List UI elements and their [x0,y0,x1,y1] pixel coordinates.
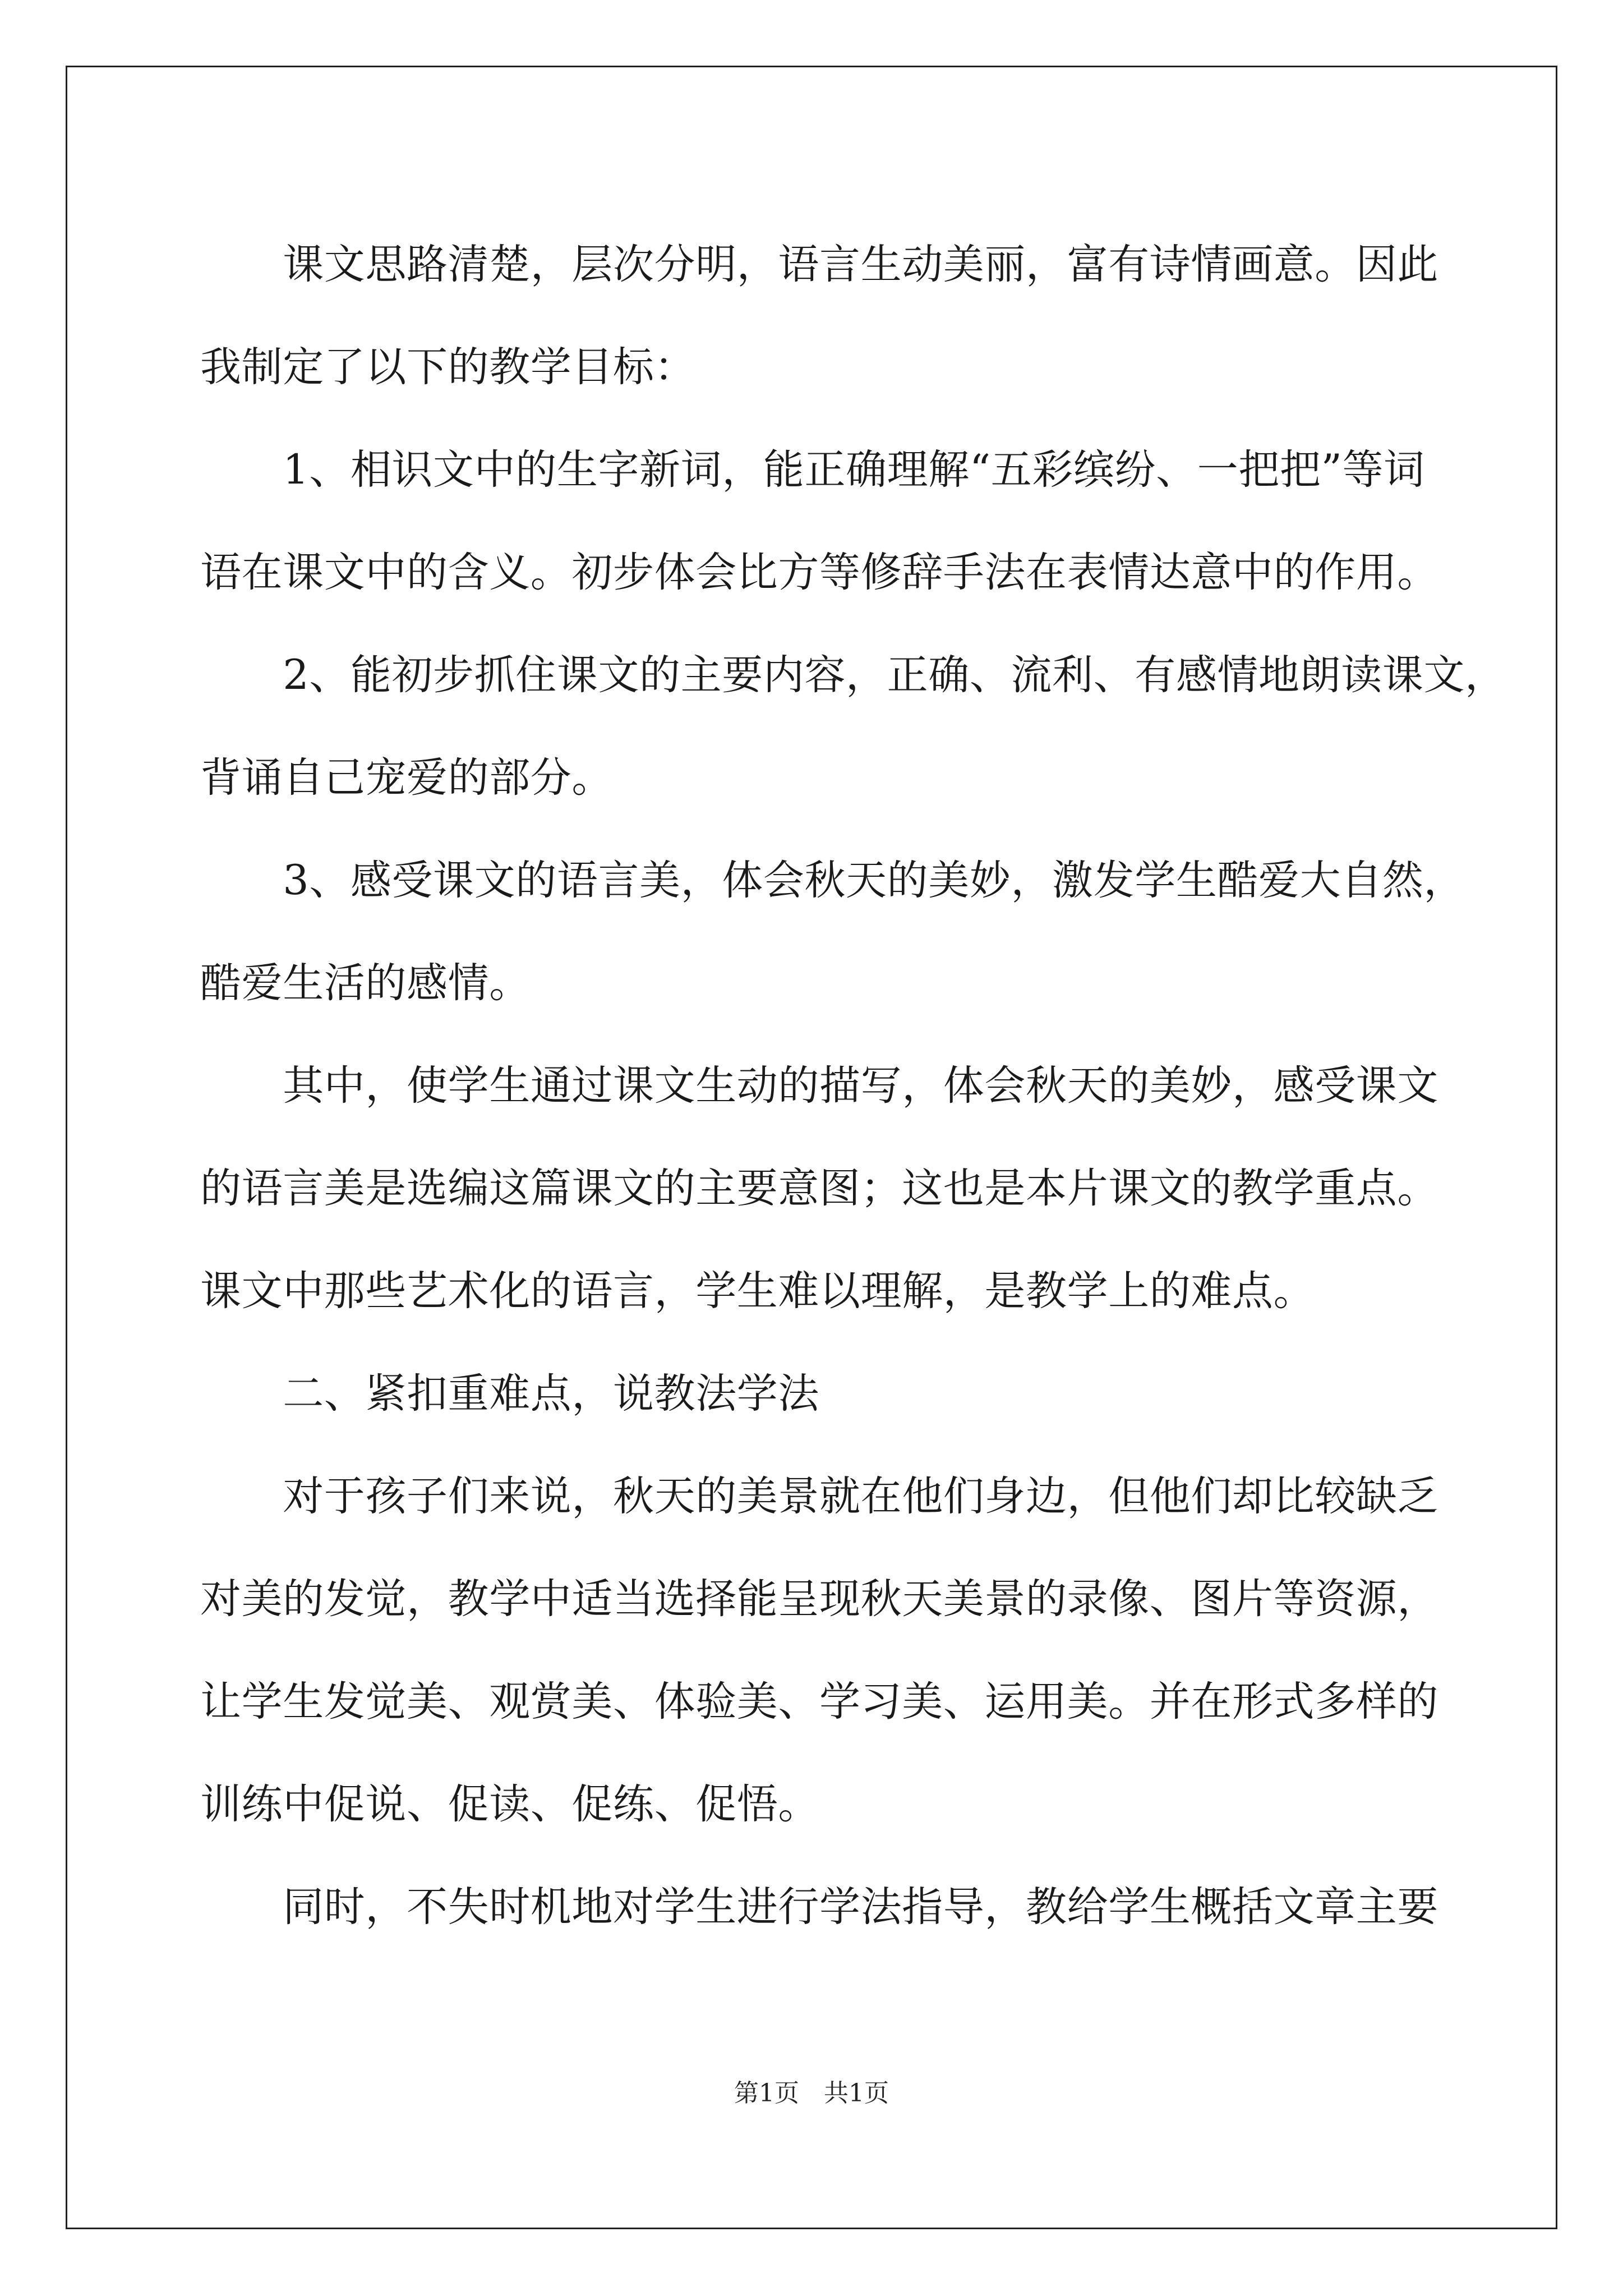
text-line-15: 让学生发觉美、观赏美、体验美、学习美、运用美。并在形式多样的 [200,1678,1438,1726]
text-line-2: 我制定了以下的教学目标： [200,343,696,391]
document-body [200,213,1506,1958]
text-line-11: 课文中那些艺术化的语言，学生难以理解，是教学上的难点。 [200,1267,1315,1315]
text-line-9: 其中，使学生通过课文生动的描写，体会秋天的美妙，感受课文 [200,1062,1438,1110]
page-number-footer: 第1页 共1页 [734,2079,889,2108]
text-line-6: 背诵自己宠爱的部分。 [200,754,613,802]
text-line-14: 对美的发觉，教学中适当选择能呈现秋天美景的录像、图片等资源， [200,1575,1438,1623]
text-line-13: 对于孩子们来说，秋天的美景就在他们身边，但他们却比较缺乏 [200,1473,1438,1520]
text-line-5: 2、能初步抓住课文的主要内容，正确、流利、有感情地朗读课文， [200,651,1506,699]
text-line-3: 1、相识文中的生字新词，能正确理解“五彩缤纷、一把把”等词 [200,446,1425,494]
section-heading: 二、紧扣重难点，说教法学法 [200,1370,819,1418]
text-line-4: 语在课文中的含义。初步体会比方等修辞手法在表情达意中的作用。 [200,549,1438,596]
text-line-16: 训练中促说、促读、促练、促悟。 [200,1780,819,1828]
text-line-17: 同时，不失时机地对学生进行学法指导，教给学生概括文章主要 [200,1883,1438,1931]
text-line-1: 课文思路清楚，层次分明，语言生动美丽，富有诗情画意。因此 [200,241,1438,288]
text-line-8: 酷爱生活的感情。 [200,959,531,1007]
text-line-10: 的语言美是选编这篇课文的主要意图；这也是本片课文的教学重点。 [200,1165,1438,1212]
text-line-7: 3、感受课文的语言美，体会秋天的美妙，激发学生酷爱大自然， [200,857,1465,904]
